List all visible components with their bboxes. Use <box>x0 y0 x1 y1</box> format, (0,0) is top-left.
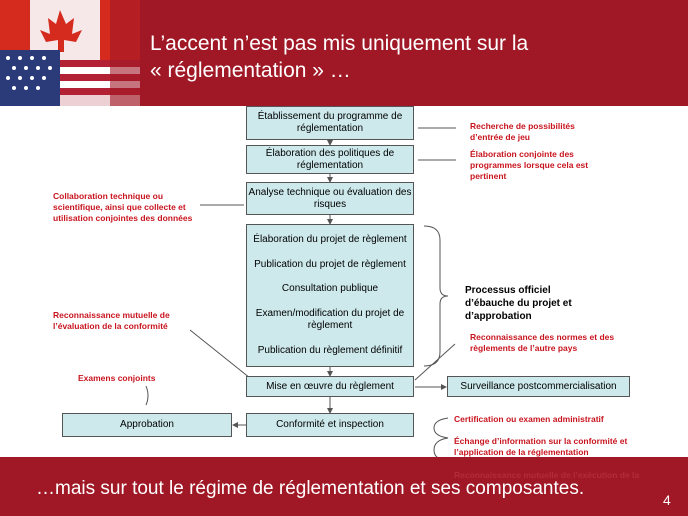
step-analysis-label: Analyse technique ou évaluation des risques <box>248 186 412 210</box>
note-echange: Échange d’information sur la conformité et l’application de la réglementation <box>454 436 628 457</box>
step-policies-box <box>246 145 414 174</box>
step-policies-label: Élaboration des politiques de réglementation <box>265 147 395 171</box>
step-analysis-box <box>246 182 414 215</box>
note-examens: Examens conjoints <box>78 373 156 383</box>
note-elaboration-conjointe: Élaboration conjointe des programmes lorsque cela est pertinent <box>470 149 589 181</box>
step-publication-item: Publication du projet de règlement <box>254 258 406 270</box>
note-reconnaissance-inspection: Reconnaissance mutuelle de l’exécution de la <box>454 470 640 480</box>
note-reconnaissance-mutuelle: Reconnaissance mutuelle de l’évaluation de la conformité <box>53 310 170 331</box>
step-drafting-item: Élaboration du projet de règlement <box>253 234 407 246</box>
approbation-box <box>62 413 232 437</box>
step-consultation-item: Consultation publique <box>281 283 379 295</box>
step-establishment-box <box>246 106 414 140</box>
step-implementation-label: Mise en œuvre du règlement <box>266 380 394 392</box>
note-recherche: Recherche de possibilités d’entrée de jeu <box>470 121 575 142</box>
note-certification: Certification ou examen administratif <box>454 414 604 424</box>
step-final-publication-item: Publication du règlement définitif <box>257 344 403 356</box>
step-establishment-label: Établissement du programme de réglementation <box>257 111 403 134</box>
surveillance-label: Surveillance postcommercialisation <box>460 380 617 392</box>
step-drafting-box <box>246 224 414 367</box>
step-compliance-label: Conformité et inspection <box>276 419 384 430</box>
approbation-label: Approbation <box>120 419 174 430</box>
page-number: 4 <box>663 492 671 508</box>
note-reconnaissance-normes: Reconnaissance des normes et des règlements de l’autre pays <box>470 332 615 353</box>
step-compliance-box <box>246 413 414 437</box>
surveillance-box <box>447 376 630 397</box>
footer-text: …mais sur tout le régime de réglementation et ses composantes. <box>36 478 585 499</box>
title-line-2: « réglementation » … <box>150 59 351 82</box>
note-collaboration: Collaboration technique ou scientifique, ainsi que collecte et utilisation conjointes des données <box>53 191 193 223</box>
process-label: Processus officiel d’ébauche du projet et d’approbation <box>465 285 572 322</box>
step-review-item: Examen/modification du projet de règlement <box>255 308 405 332</box>
step-implementation-box <box>246 376 414 397</box>
title-line-1: L’accent n’est pas mis uniquement sur la <box>150 32 529 55</box>
